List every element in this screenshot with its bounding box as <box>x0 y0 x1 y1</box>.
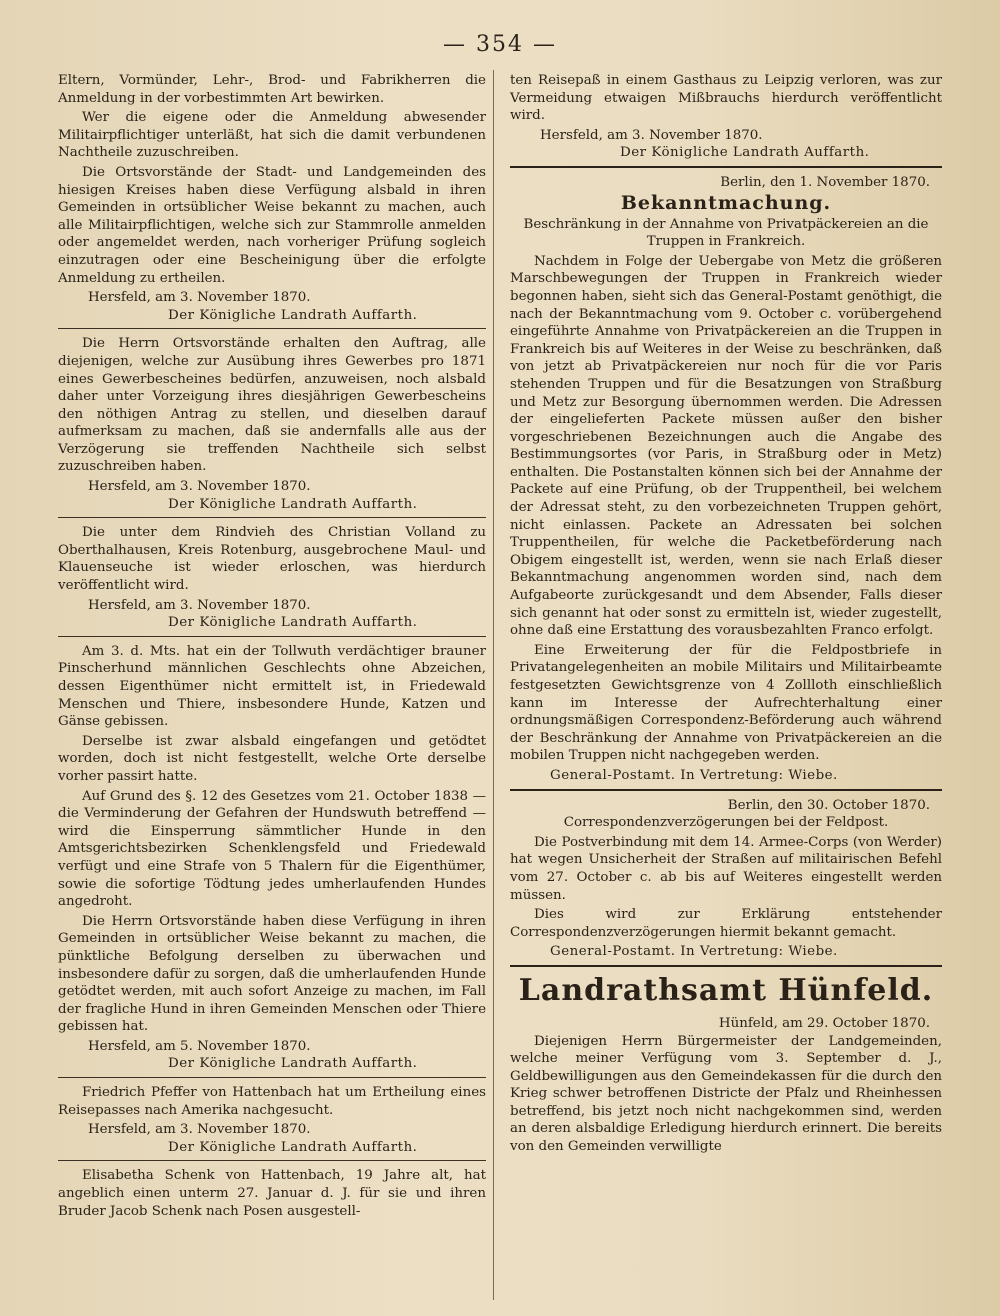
paragraph: Dies wird zur Erklärung entstehender Correspondenzverzögerungen hiermit bekannt gemacht. <box>510 907 942 940</box>
paragraph: Derselbe ist zwar alsbald eingefangen und getödtet worden, doch ist nicht festgestellt, welche Orte derselbe vorher passirt hatte. <box>58 733 486 784</box>
signature-place: Hersfeld, am 3. November 1870. <box>88 479 311 495</box>
announcement-subheading: Correspondenzverzögerungen bei der Feldpost. <box>563 815 889 831</box>
left-column <box>58 72 486 1222</box>
signature-line: General-Postamt. In Vertretung: Wiebe. <box>550 944 838 960</box>
right-column <box>510 72 942 1158</box>
paragraph: Am 3. d. Mts. hat ein der Tollwuth verdächtiger brauner Pinscherhund männlichen Geschlechts ohne Abzeichen, dessen Eigenthümer nicht ermittelt ist, in Friedewald Menschen und Thiere, insbesondere Hunde, Katzen und Gänse gebissen. <box>58 643 486 730</box>
signature-name: Der Königliche Landrath Auffarth. <box>168 496 418 512</box>
paragraph: Die Herrn Ortsvorstände erhalten den Auftrag, alle diejenigen, welche zur Ausübung ihres Gewerbes pro 1871 eines Gewerbescheines bedürfen, anzuweisen, noch alsbald daher unter Vorzeigung ihres diesjährigen Gewerbescheins den nöthigen Antrag zu stellen, und dieselben darauf aufmerksam zu machen, daß sie andernfalls alle aus der Verzögerung sie treffenden Nachtheile sich selbst zuzuschreiben haben. <box>58 336 486 475</box>
page-number: — 354 — <box>443 32 557 57</box>
signature-place: Hersfeld, am 3. November 1870. <box>88 1122 311 1138</box>
section-rule <box>510 166 942 168</box>
section-rule <box>58 1160 486 1161</box>
signature-name: Der Königliche Landrath Auffarth. <box>168 615 418 631</box>
section-rule <box>58 517 486 518</box>
section-rule <box>58 1077 486 1078</box>
paragraph: Eine Erweiterung der für die Feldpostbriefe in Privatangelegenheiten an mobile Militairs und Militairbeamte festgesetzten Gewichtsgrenze von 4 Zollloth einschließlich kann im Interesse der Aufrechterhaltung einer ordnungsmäßigen Correspondenz-Beförderung auch während der Beschränkung der Annahme von Privatpäckereien an die mobilen Truppen nicht nachgegeben werden. <box>510 642 942 764</box>
dateline: Hünfeld, am 29. October 1870. <box>718 1015 930 1031</box>
signature-place: Hersfeld, am 3. November 1870. <box>88 597 311 613</box>
dateline: Berlin, den 1. November 1870. <box>720 174 930 190</box>
section-rule <box>510 789 942 791</box>
section-rule <box>58 328 486 329</box>
column-divider <box>493 70 494 1300</box>
paragraph: Die Postverbindung mit dem 14. Armee-Corps (von Werder) hat wegen Unsicherheit der Straßen auf militairischen Befehl vom 27. October c. ab bis auf Weiteres eingestellt werden müssen. <box>510 834 942 903</box>
paragraph: Eltern, Vormünder, Lehr-, Brod- und Fabrikherren die Anmeldung in der vorbestimmten Art bewirken. <box>58 73 486 106</box>
paragraph: Wer die eigene oder die Anmeldung abwesender Militairpflichtiger unterläßt, hat sich die damit verbundenen Nachtheile zuzuschreiben. <box>58 110 486 161</box>
paragraph: Nachdem in Folge der Uebergabe von Metz die größeren Marschbewegungen der Truppen in Frankreich wieder begonnen haben, sieht sich das General-Postamt genöthigt, die nach der Bekanntmachung vom 9. October c. vorübergehend eingeführte Annahme von Privatpäckereien an die Truppen in Frankreich bis auf Weiteres in der Weise zu beschränken, daß von jetzt ab Privatpäckereien nur noch für die vor Paris stehenden Truppen und für die Besatzungen von Straßburg und Metz zur Besorgung übernommen werden. Die Adressen der eingelieferten Packete müssen außer den bisher vorgeschriebenen Bezeichnungen auch die Angabe des Bestimmungsortes (vor Paris, in Straßburg oder in Metz) enthalten. Die Postanstalten können sich bei der Annahme der Packete auf eine Prüfung, ob der Truppentheil, bei welchem der Adressat steht, zu den vorbezeichneten Truppen gehört, nicht einlassen. Packete an Adressaten bei solchen Truppentheilen, für welche die Packetbeförderung nach Obigem eingestellt ist, werden, wenn sie nach Erlaß dieser Bekanntmachung angenommen worden sind, nach dem Aufgabeorte zurückgesandt und dem Absender, Falls dieser sich genannt hat oder sonst zu ermitteln ist, wieder zugestellt, ohne daß eine Erstattung des vorausbezahlten Franco erfolgt. <box>510 253 942 639</box>
paragraph: Elisabetha Schenk von Hattenbach, 19 Jahre alt, hat angeblich einen unterm 27. Januar d. J. für sie und ihren Bruder Jacob Schenk nach Posen ausgestell- <box>58 1168 486 1219</box>
paragraph: Die Herrn Ortsvorstände haben diese Verfügung in ihren Gemeinden in ortsüblicher Weise bekannt zu machen, die pünktliche Befolgung derselben zu überwachen und insbesondere dafür zu sorgen, daß die umherlaufenden Hunde getödtet werden, mit auch sofort Anzeige zu machen, im Fall der fragliche Hund in ihren Gemeinden Menschen oder Thiere gebissen hat. <box>58 913 486 1035</box>
announcement-heading: Bekanntmachung. <box>620 191 832 214</box>
paragraph: Friedrich Pfeffer von Hattenbach hat um Ertheilung eines Reisepasses nach Amerika nachgesucht. <box>58 1085 486 1118</box>
section-rule <box>510 965 942 967</box>
signature-name: Der Königliche Landrath Auffarth. <box>168 1056 418 1072</box>
signature-name: Der Königliche Landrath Auffarth. <box>620 145 870 161</box>
paragraph: Die Ortsvorstände der Stadt- und Landgemeinden des hiesigen Kreises haben diese Verfügung alsbald in ihren Gemeinden in ortsüblicher Weise bekannt zu machen, auch alle Militairpflichtigen, welche sich zur Stammrolle anmelden oder angemeldet werden, nach vorheriger Prüfung sogleich einzutragen oder eine Bescheinigung über die erfolgte Anmeldung zu ertheilen. <box>58 164 486 286</box>
paragraph: Die unter dem Rindvieh des Christian Volland zu Oberthalhausen, Kreis Rotenburg, ausgebrochene Maul- und Klauenseuche ist wieder erloschen, was hierdurch veröffentlicht wird. <box>58 525 486 594</box>
paragraph: Diejenigen Herrn Bürgermeister der Landgemeinden, welche meiner Verfügung vom 3. September d. J., Geldbewilligungen aus den Gemeindekassen für die durch den Krieg schwer betroffenen Districte der Pfalz und Rheinhessen betreffend, bis jetzt noch nicht nachgekommen sind, werden an deren alsbaldige Erledigung hierdurch erinnert. Die bereits von den Gemeinden verwilligte <box>510 1033 942 1155</box>
section-rule <box>58 636 486 637</box>
signature-place: Hersfeld, am 3. November 1870. <box>88 290 311 306</box>
signature-line: General-Postamt. In Vertretung: Wiebe. <box>550 767 838 783</box>
paragraph: Auf Grund des §. 12 des Gesetzes vom 21. October 1838 — die Verminderung der Gefahren der Hundswuth betreffend — wird die Einsperrung sämmtlicher Hunde in den Amtsgerichtsbezirken Schenklengsfeld und Friedewald verfügt und eine Strafe von 5 Thalern für die Eigenthümer, sowie die sofortige Tödtung jedes umherlaufenden Hundes angedroht. <box>58 788 486 910</box>
dateline: Berlin, den 30. October 1870. <box>727 797 930 813</box>
section-title: Landrathsamt Hünfeld. <box>518 972 934 1008</box>
signature-place: Hersfeld, am 5. November 1870. <box>88 1038 311 1054</box>
announcement-subheading: Beschränkung in der Annahme von Privatpäckereien an die Truppen in Frankreich. <box>523 216 929 250</box>
signature-name: Der Königliche Landrath Auffarth. <box>168 307 418 323</box>
paragraph: ten Reisepaß in einem Gasthaus zu Leipzig verloren, was zur Vermeidung etwaigen Mißbrauchs hierdurch veröffentlicht wird. <box>510 73 942 124</box>
signature-place: Hersfeld, am 3. November 1870. <box>540 127 763 143</box>
signature-name: Der Königliche Landrath Auffarth. <box>168 1139 418 1155</box>
